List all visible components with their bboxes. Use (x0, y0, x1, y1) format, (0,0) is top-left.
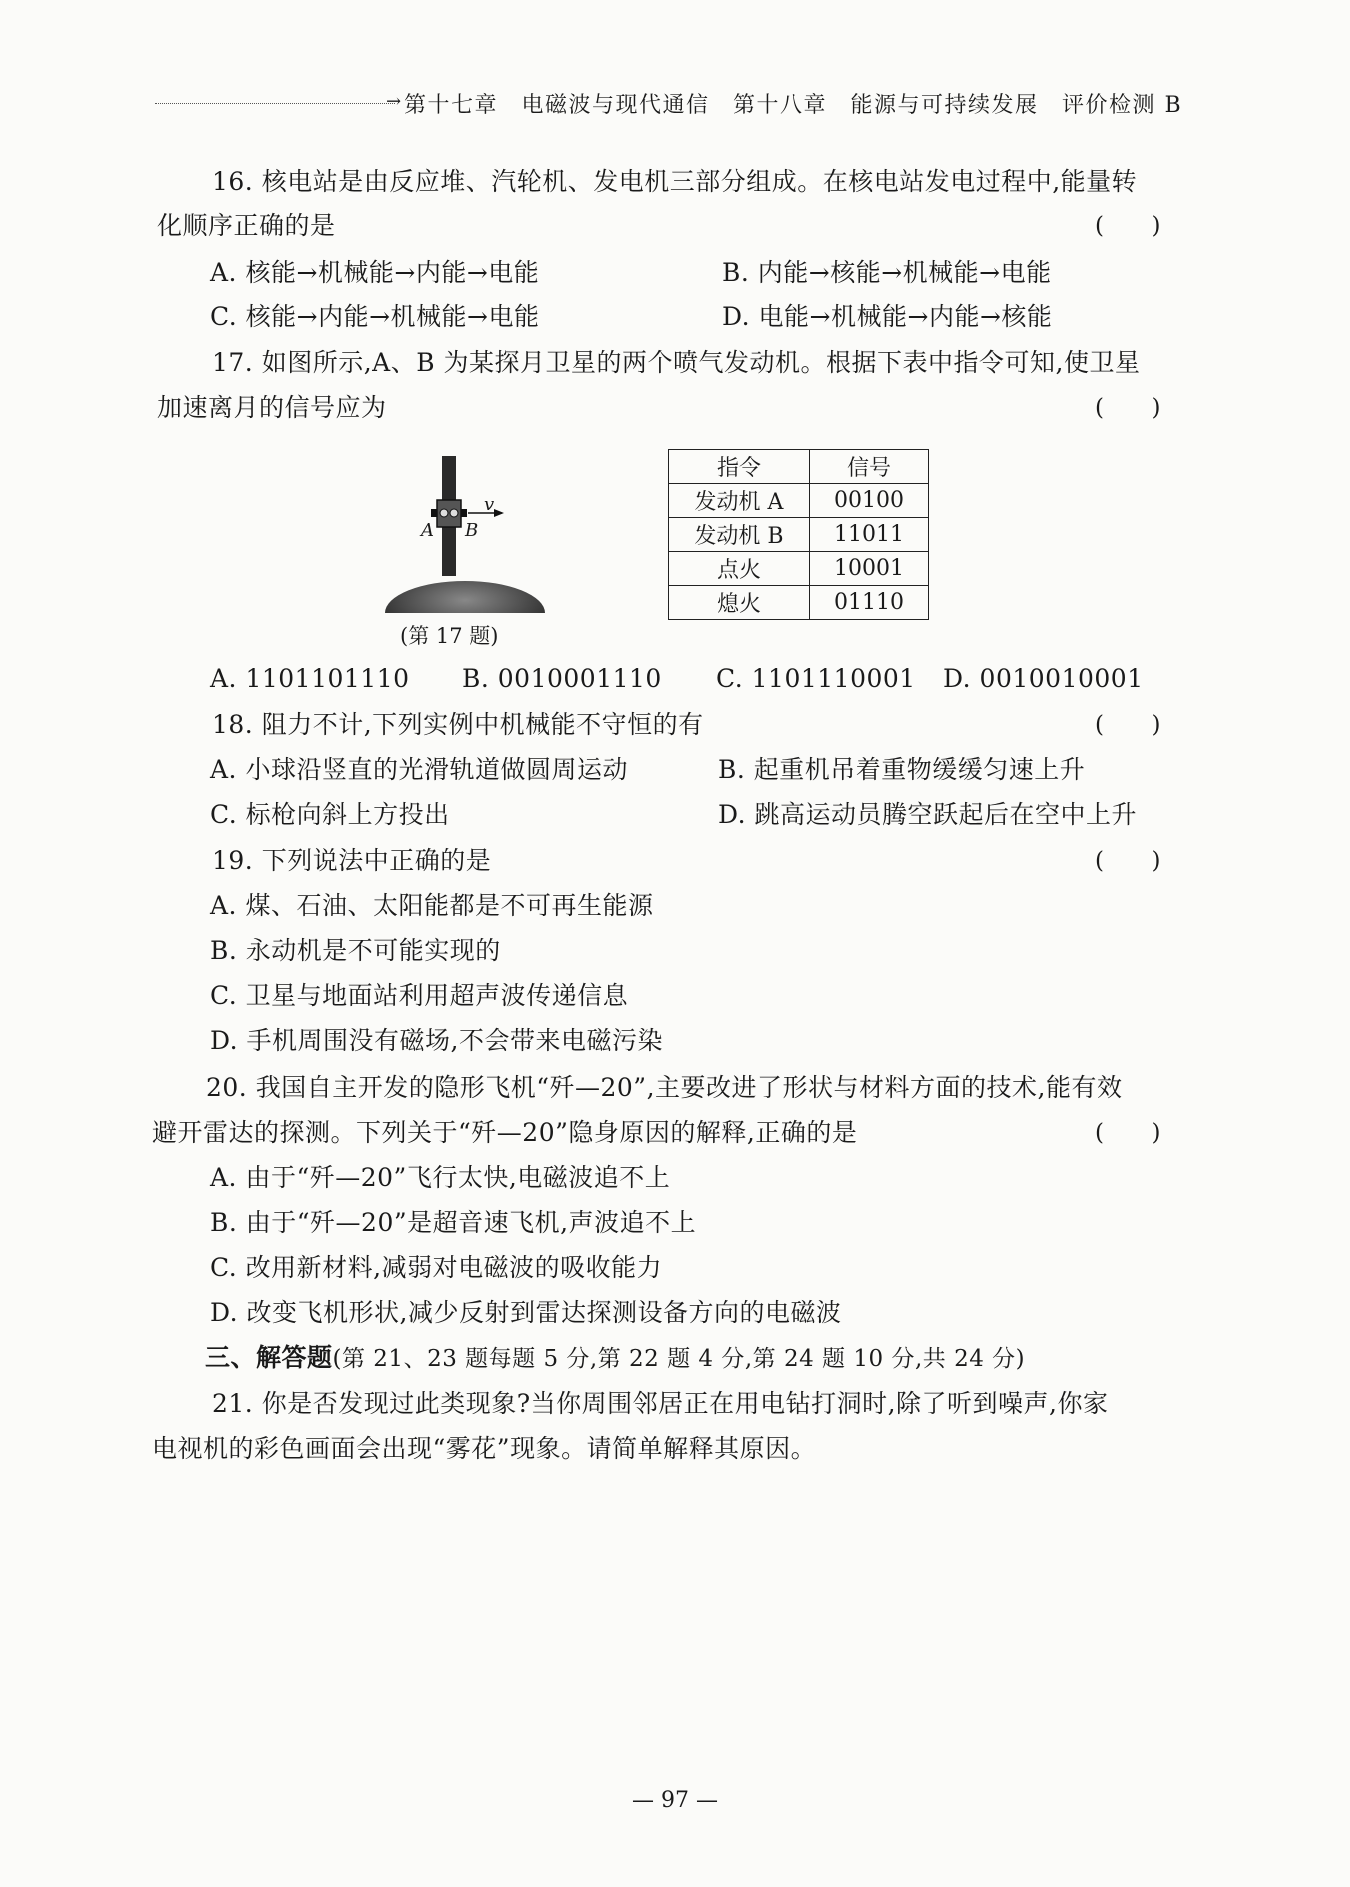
q16-option-d: D. 电能→机械能→内能→核能 (722, 302, 1053, 331)
section-3-note: (第 21、23 题每题 5 分,第 22 题 4 分,第 24 题 10 分,共 24 分) (332, 1346, 1026, 1372)
q19-stem: 19. 下列说法中正确的是 (212, 846, 492, 875)
figure-caption: (第 17 题) (400, 624, 499, 648)
q19-answer-bracket: ( ) (1095, 848, 1161, 874)
header-arrow: → (386, 91, 402, 112)
q19-option-b: B. 永动机是不可能实现的 (210, 936, 501, 965)
q17-option-b: B. 0010001110 (462, 664, 662, 693)
section-3-title: 三、解答题 (205, 1343, 333, 1372)
table-cell: 10001 (810, 552, 929, 586)
q16-line1: 16. 核电站是由反应堆、汽轮机、发电机三部分组成。在核电站发电过程中,能量转 (212, 167, 1138, 196)
table-cell: 熄火 (669, 586, 810, 620)
q18-answer-bracket: ( ) (1095, 712, 1161, 738)
q17-option-a: A. 1101101110 (210, 664, 410, 693)
q18-option-d: D. 跳高运动员腾空跃起后在空中上升 (718, 800, 1138, 829)
table-row (669, 552, 929, 586)
q18-option-c: C. 标枪向斜上方投出 (210, 800, 450, 829)
solar-panel-top (442, 456, 456, 501)
q16-option-c: C. 核能→内能→机械能→电能 (210, 302, 540, 331)
q20-line1: 20. 我国自主开发的隐形飞机“歼—20”,主要改进了形状与材料方面的技术,能有效 (206, 1073, 1123, 1102)
q16-line2: 化顺序正确的是 (157, 211, 336, 240)
q20-line2: 避开雷达的探测。下列关于“歼—20”隐身原因的解释,正确的是 (152, 1118, 858, 1147)
table-header-row (669, 450, 929, 484)
header-rule (155, 103, 395, 104)
velocity-label: v (484, 494, 495, 515)
q16-answer-bracket: ( ) (1095, 213, 1161, 239)
page-number: — 97 — (632, 1788, 718, 1813)
section-3-heading (205, 1341, 1025, 1376)
engine-b (461, 509, 467, 517)
table-row (669, 586, 929, 620)
q20-answer-bracket: ( ) (1095, 1120, 1161, 1146)
table-cell: 11011 (810, 518, 929, 552)
q17-line1: 17. 如图所示,A、B 为某探月卫星的两个喷气发动机。根据下表中指令可知,使卫星 (212, 348, 1141, 377)
table-row (669, 518, 929, 552)
table-header: 指令 (669, 450, 810, 484)
solar-panel-bottom (442, 526, 456, 576)
q21-line2: 电视机的彩色画面会出现“雾花”现象。请简单解释其原因。 (152, 1434, 817, 1463)
q19-option-c: C. 卫星与地面站利用超声波传递信息 (210, 981, 629, 1010)
engine-a (431, 509, 437, 517)
q17-option-d: D. 0010010001 (943, 664, 1144, 693)
q16-option-a: A. 核能→机械能→内能→电能 (210, 258, 540, 287)
running-header: 第十七章 电磁波与现代通信 第十八章 能源与可持续发展 评价检测 B (404, 93, 1183, 118)
table-row (669, 484, 929, 518)
q18-stem: 18. 阻力不计,下列实例中机械能不守恒的有 (212, 710, 704, 739)
table-cell: 发动机 B (669, 518, 810, 552)
satellite-figure (380, 448, 580, 613)
table-cell: 点火 (669, 552, 810, 586)
q17-option-c: C. 1101110001 (716, 664, 916, 693)
q16-option-b: B. 内能→核能→机械能→电能 (722, 258, 1052, 287)
table-cell: 01110 (810, 586, 929, 620)
q20-option-c: C. 改用新材料,减弱对电磁波的吸收能力 (210, 1253, 663, 1282)
q17-answer-bracket: ( ) (1095, 395, 1161, 421)
table-cell: 00100 (810, 484, 929, 518)
table-cell: 发动机 A (669, 484, 810, 518)
engine-b-label: B (465, 520, 479, 541)
engine-a-label: A (421, 520, 434, 541)
signal-table (668, 449, 929, 620)
q20-option-a: A. 由于“歼—20”飞行太快,电磁波追不上 (210, 1163, 671, 1192)
table-header: 信号 (810, 450, 929, 484)
q18-option-a: A. 小球沿竖直的光滑轨道做圆周运动 (210, 755, 628, 784)
q17-line2: 加速离月的信号应为 (157, 393, 387, 422)
q20-option-d: D. 改变飞机形状,减少反射到雷达探测设备方向的电磁波 (210, 1298, 842, 1327)
q19-option-d: D. 手机周围没有磁场,不会带来电磁污染 (210, 1026, 663, 1055)
moon-surface (385, 581, 545, 613)
q20-option-b: B. 由于“歼—20”是超音速飞机,声波追不上 (210, 1208, 697, 1237)
q19-option-a: A. 煤、石油、太阳能都是不可再生能源 (210, 891, 654, 920)
q21-line1: 21. 你是否发现过此类现象?当你周围邻居正在用电钻打洞时,除了听到噪声,你家 (212, 1389, 1109, 1418)
q18-option-b: B. 起重机吊着重物缓缓匀速上升 (718, 755, 1086, 784)
